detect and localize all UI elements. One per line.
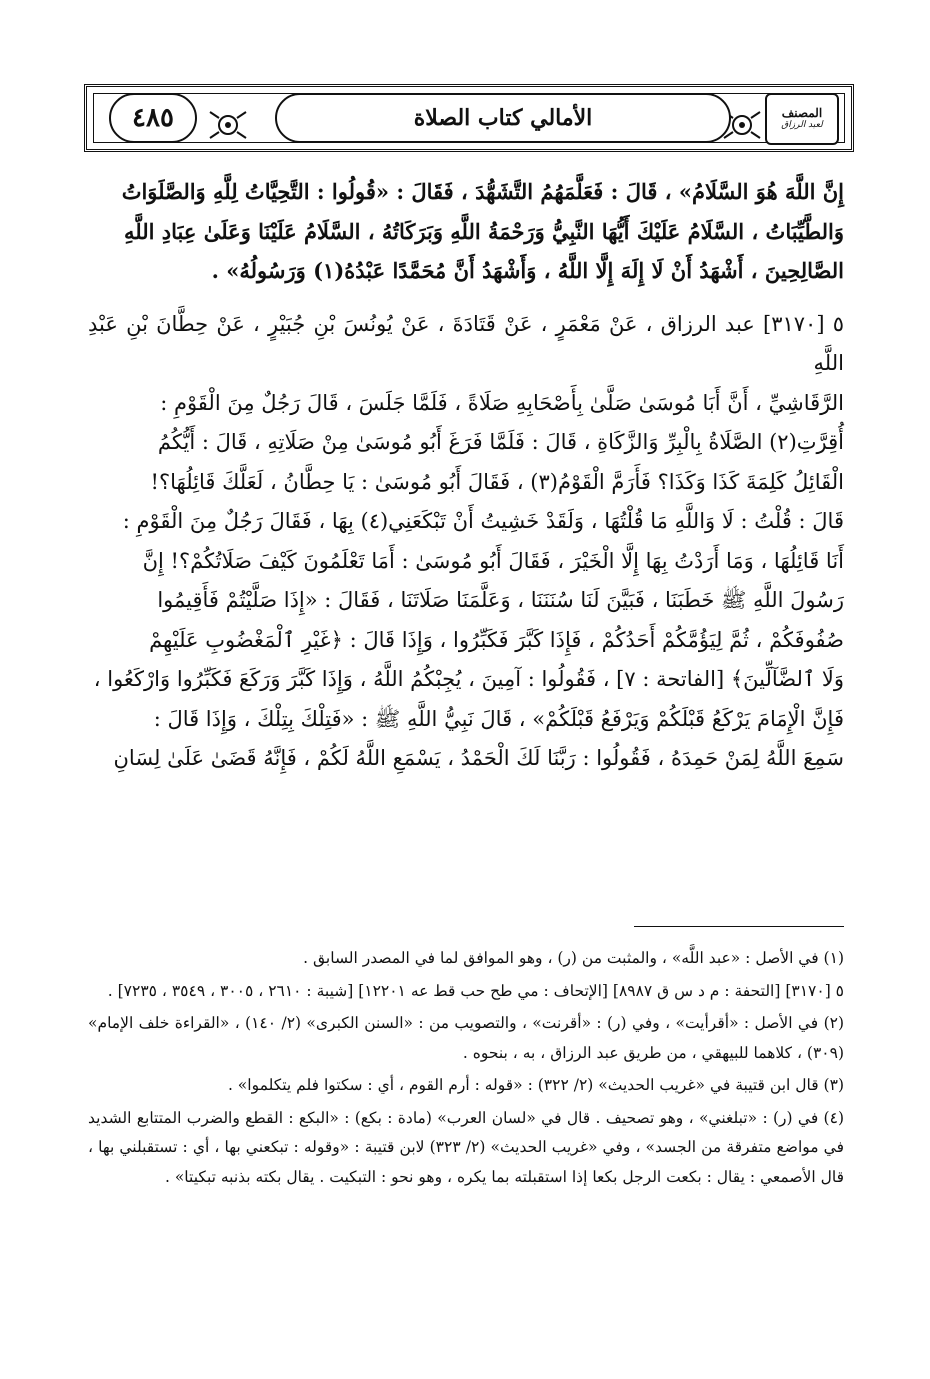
text-line: وَالطَّيِّبَاتُ ، السَّلَامُ عَلَيْكَ أَيُّهَا النَّبِيُّ وَرَحْمَةُ اللَّهِ وَبَرَكَاتُهُ ، السَّلَامُ عَلَيْنَا وَعَلَىٰ عِبَادِ اللَّهِ bbox=[124, 218, 844, 244]
main-text bbox=[88, 172, 844, 779]
text-line: ٥ [٣١٧٠] عبد الرزاق ، عَنْ مَعْمَرٍ ، عَنْ قَتَادَةَ ، عَنْ يُونُسَ بْنِ جُبَيْرٍ ، عَنْ حِطَّانَ بْنِ عَبْدِ اللَّهِ bbox=[88, 311, 844, 375]
text-line: قَالَ : قُلْتُ : لَا وَاللَّهِ مَا قُلْتُهَا ، وَلَقَدْ خَشِيتُ أَنْ تَبْكَعَنِي(٤) بِهَا ، فَقَالَ رَجُلٌ مِنَ الْقَوْمِ : bbox=[122, 509, 844, 533]
text-line: الرَّقَاشِيِّ ، أَنَّ أَبَا مُوسَىٰ صَلَّىٰ بِأَصْحَابِهِ صَلَاةً ، فَلَمَّا جَلَسَ ، قَالَ رَجُلٌ مِنَ الْقَوْمِ : bbox=[160, 390, 844, 415]
text-line: إِنَّ اللَّهَ هُوَ السَّلَامُ» ، قَالَ : فَعَلَّمَهُمُ التَّشَهُّدَ ، فَقَالَ : «قُولُوا : التَّحِيَّاتُ لِلَّهِ وَالصَّلَوَاتُ bbox=[121, 179, 844, 204]
text-line: فَإِنَّ الْإِمَامَ يَرْكَعُ قَبْلَكُمْ وَيَرْفَعُ قَبْلَكُمْ» ، قَالَ نَبِيُّ اللَّهِ ﷺ : «فَتِلْكَ بِتِلْكَ ، وَإِذَا قَالَ : bbox=[153, 706, 844, 731]
text-line: وَلَا ٱلضَّآلِّينَ﴾ [الفاتحة : ٧] ، فَقُولُوا : آمِينَ ، يُجِبْكُمُ اللَّهُ ، وَإِذَا كَبَّرَ وَرَكَعَ فَكَبِّرُوا وَارْكَعُوا ، bbox=[93, 667, 844, 691]
footnotes bbox=[88, 944, 844, 1195]
text-line: الصَّالِحِينَ ، أَشْهَدُ أَنْ لَا إِلَهَ إِلَّا اللَّهُ ، وَأَشْهَدُ أَنَّ مُحَمَّدًا عَبْدُهُ(١) وَرَسُولُهُ» . bbox=[211, 258, 844, 283]
text-line: سَمِعَ اللَّهُ لِمَنْ حَمِدَهُ ، فَقُولُوا : رَبَّنَا لَكَ الْحَمْدُ ، يَسْمَعِ اللَّهُ لَكُمْ ، فَإِنَّهُ قَضَىٰ عَلَىٰ لِسَانِ bbox=[113, 746, 844, 770]
paragraph-2 bbox=[88, 305, 844, 779]
footnote-divider bbox=[634, 926, 844, 927]
text-line: الْقَائِلُ كَلِمَةَ كَذَا وَكَذَا؟ فَأَرَمَّ الْقَوْمُ(٣) ، فَقَالَ أَبُو مُوسَىٰ : يَا حِطَّانُ ، لَعَلَّكَ قَائِلُهَا؟! bbox=[150, 469, 844, 494]
text-line: أُقِرَّتِ(٢) الصَّلَاةُ بِالْبِرِّ وَالزَّكَاةِ ، قَالَ : فَلَمَّا فَرَغَ أَبُو مُوسَىٰ مِنْ صَلَاتِهِ ، قَالَ : أَيُّكُمُ bbox=[157, 430, 844, 454]
header-title-cartouche bbox=[275, 93, 731, 143]
text-line: صُفُوفَكُمْ ، ثُمَّ لِيَؤُمَّكُمْ أَحَدُكُمْ ، فَإِذَا كَبَّرَ فَكَبِّرُوا ، وَإِذَا قَالَ : ﴿غَيْرِ ٱلْمَغْضُوبِ عَلَيْهِمْ bbox=[149, 627, 844, 652]
footnote: (٣) قال ابن قتيبة في «غريب الحديث» (٢/ ٣٢٢) : «قوله : أرم القوم ، أي : سكتوا فلم يتكلموا» . bbox=[227, 1076, 844, 1094]
footnote: (١) في الأصل : «عبد اللَّه» ، والمثبت من (ر) ، وهو الموافق لما في المصدر السابق . bbox=[303, 949, 844, 967]
running-title: الأمالي كتاب الصلاة bbox=[413, 105, 593, 131]
page-header bbox=[84, 84, 854, 152]
book-emblem bbox=[765, 93, 839, 145]
ornament-icon bbox=[206, 108, 250, 142]
page-number: ٤٨٥ bbox=[132, 103, 174, 133]
paragraph-1 bbox=[88, 172, 844, 291]
emblem-bottom: لعبد الرزاق bbox=[781, 119, 823, 130]
footnote: (٤) في (ر) : «تبلغني» ، وهو تصحيف . قال في «لسان العرب» (مادة : بكع) : «البكع : القطع والضرب المتتابع الشديد في مواضع متفرقة من الجسد» ، وفي «غريب الحديث» (٢/ ٣٢٣) لابن قتيبة : «وقوله : تبكعني بها ، أي : تستقبلني بها ، قال الأصمعي : يقال : بكعت الرجل بكعا إذا استقبلته بما يكره ، وهو نحو : التبكيت . يقال بكته بذنبه تبكيتا» . bbox=[88, 1108, 844, 1186]
emblem-top: المصنف bbox=[781, 106, 823, 121]
page-number-cartouche bbox=[109, 93, 197, 143]
footnote: (٢) في الأصل : «أقرأيت» ، وفي (ر) : «أقرنت» ، والتصويب من : «السنن الكبرى» (٢/ ١٤٠) ، «القراءة خلف الإمام» (٣٠٩) ، كلاهما للبيهقي ، من طريق عبد الرزاق ، به ، بنحوه . bbox=[88, 1014, 845, 1062]
text-line: أَنَا قَائِلُهَا ، وَمَا أَرَدْتُ بِهَا إِلَّا الْخَيْرَ ، فَقَالَ أَبُو مُوسَىٰ : أَمَا تَعْلَمُونَ كَيْفَ صَلَاتُكُمْ؟! إِنَّ bbox=[142, 548, 844, 573]
footnote: ٥ [٣١٧٠] [التحفة : م د س ق ٨٩٨٧] [الإتحاف : مي طح حب قط عه ١٢٢٠١] [شيبة : ٢٦١٠ ، ٣٠٠٥ ، ٣٥٤٩ ، ٧٢٣٥] . bbox=[107, 981, 844, 1000]
text-line: رَسُولَ اللَّهِ ﷺ خَطَبَنَا ، فَبَيَّنَ لَنَا سُنَنَنَا ، وَعَلَّمَنَا صَلَاتَنَا ، فَقَالَ : «إِذَا صَلَّيْتُمْ فَأَقِيمُوا bbox=[157, 588, 844, 612]
